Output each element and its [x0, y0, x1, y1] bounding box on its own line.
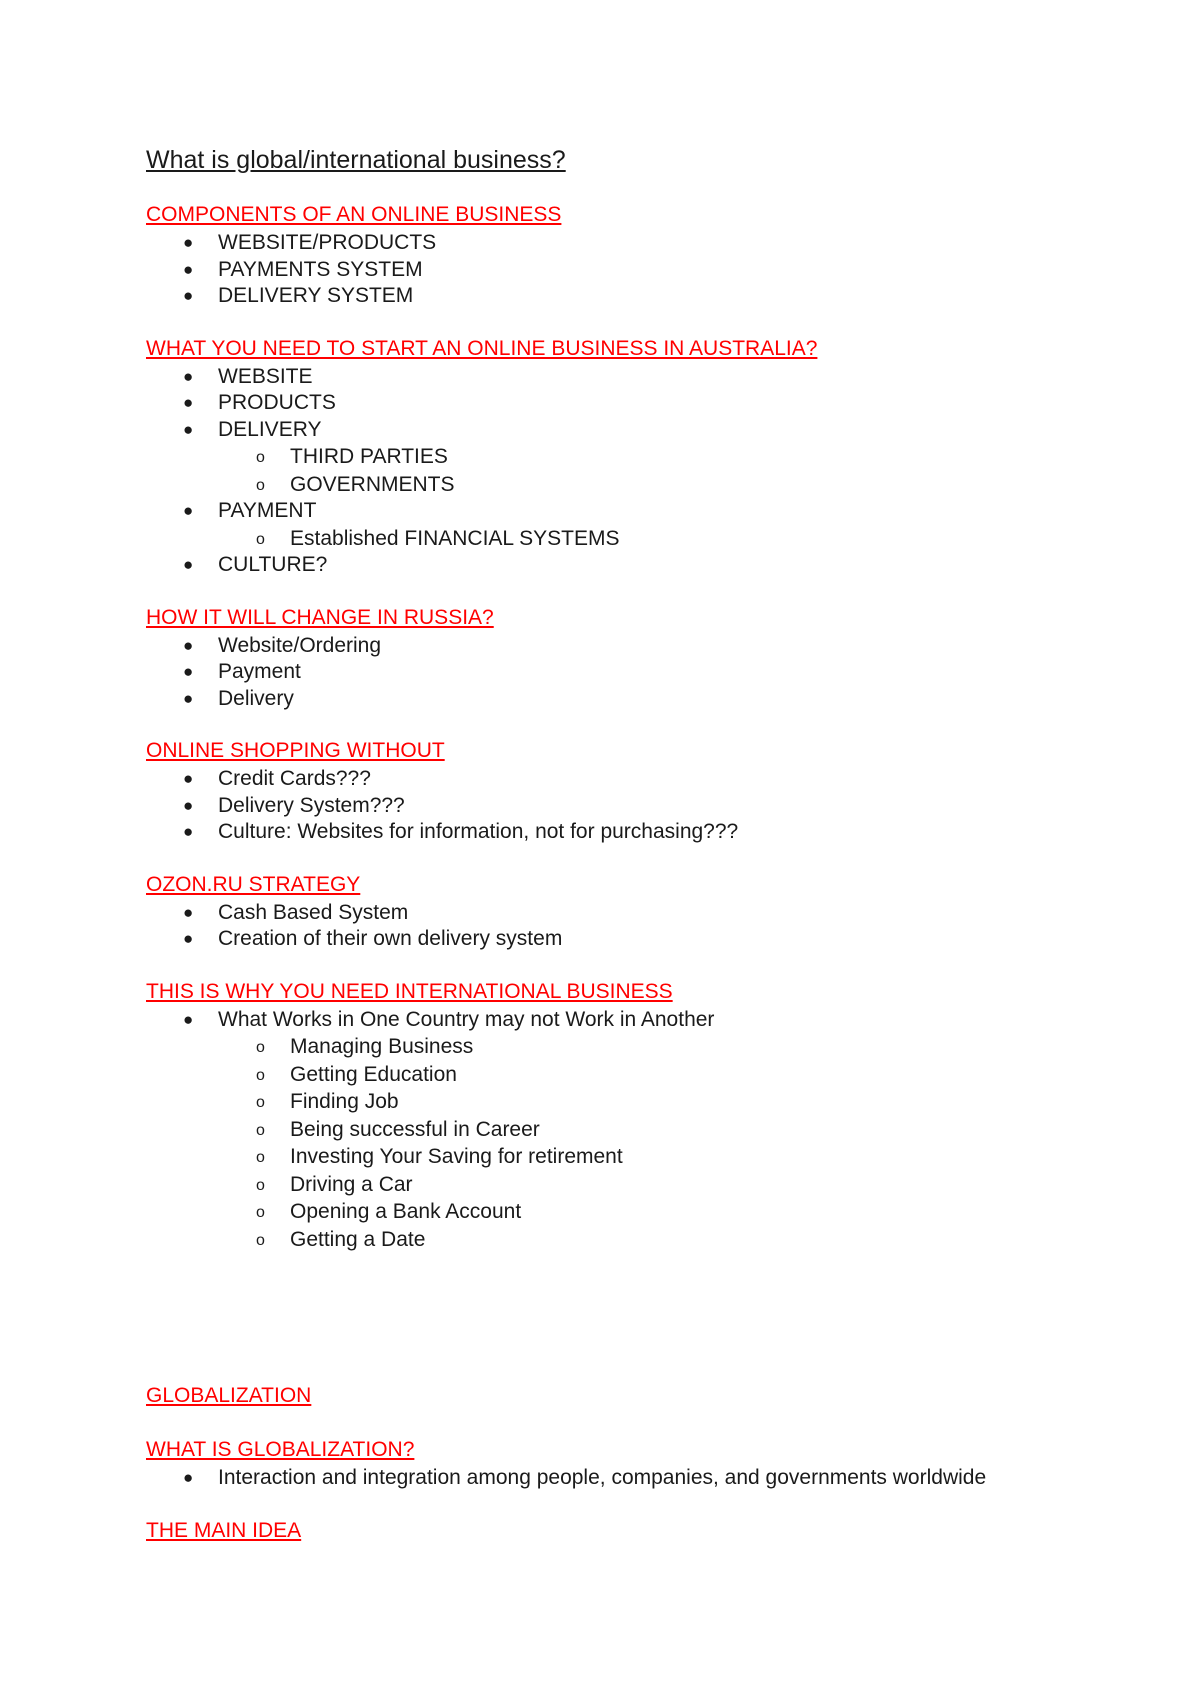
- sub-list-item: [218, 1088, 1200, 1116]
- document-title: What is global/international business?: [146, 146, 566, 174]
- section-heading: HOW IT WILL CHANGE IN RUSSIA?: [146, 605, 494, 629]
- list-item-text: DELIVERY SYSTEM: [218, 284, 414, 307]
- list-item-text: Interaction and integration among people, companies, and governments worldwide: [218, 1466, 987, 1489]
- list-item: [146, 900, 1200, 927]
- section: [146, 603, 1200, 713]
- section: [146, 1381, 1200, 1411]
- sub-list-item: [218, 471, 1200, 499]
- list-item: [146, 417, 1200, 499]
- sub-list: [218, 1033, 1200, 1253]
- sub-list-item-text: Getting a Date: [290, 1227, 426, 1251]
- bullet-list: [146, 1007, 1200, 1254]
- sub-list-item-text: Investing Your Saving for retirement: [290, 1145, 623, 1168]
- section-heading: GLOBALIZATION: [146, 1384, 312, 1407]
- sub-list-item: [218, 443, 1200, 471]
- sub-list-item-text: Finding Job: [290, 1090, 399, 1113]
- section-heading: COMPONENTS OF AN ONLINE BUSINESS: [146, 203, 562, 226]
- page-gap: [146, 1277, 1200, 1381]
- bullet-list: [146, 1465, 1200, 1492]
- list-item-text: Website/Ordering: [218, 633, 382, 657]
- circle-bullet-icon: o: [256, 476, 265, 494]
- bullet-icon: ●: [183, 1009, 194, 1029]
- sub-list: [218, 443, 1200, 498]
- list-item: [146, 498, 1200, 552]
- sub-list-item-text: Getting Education: [290, 1062, 457, 1086]
- sub-list-item: [218, 1226, 1200, 1254]
- bullet-list: [146, 230, 1200, 310]
- section: [146, 334, 1200, 579]
- list-item-text: Creation of their own delivery system: [218, 927, 563, 950]
- list-item: [146, 364, 1200, 391]
- list-item: [146, 686, 1200, 713]
- list-item-text: WEBSITE/PRODUCTS: [218, 231, 437, 254]
- sub-list: [218, 525, 1200, 553]
- list-item-text: CULTURE?: [218, 553, 328, 576]
- bullet-list: [146, 633, 1200, 713]
- circle-bullet-icon: o: [256, 449, 265, 466]
- bullet-icon: ●: [183, 393, 194, 412]
- sub-list-item-text: Driving a Car: [290, 1172, 413, 1196]
- circle-bullet-icon: o: [256, 530, 265, 548]
- list-item: [146, 390, 1200, 417]
- list-item: [146, 257, 1200, 284]
- circle-bullet-icon: o: [256, 1231, 265, 1249]
- section: [146, 870, 1200, 953]
- sub-list-item-text: Opening a Bank Account: [290, 1200, 522, 1223]
- sub-list-item-text: Established FINANCIAL SYSTEMS: [290, 526, 620, 550]
- section: [146, 200, 1200, 310]
- bullet-icon: ●: [183, 501, 194, 520]
- list-item: [146, 633, 1200, 660]
- list-item: [146, 926, 1200, 953]
- list-item-text: PRODUCTS: [218, 391, 336, 414]
- bullet-icon: ●: [183, 769, 194, 788]
- list-item-text: Culture: Websites for information, not for purchasing???: [218, 820, 739, 843]
- bullet-icon: ●: [183, 662, 194, 681]
- bullet-icon: ●: [183, 902, 194, 922]
- bullet-icon: ●: [183, 286, 194, 305]
- sections-group-1: [146, 200, 1200, 1253]
- section-heading: THE MAIN IDEA: [146, 1518, 302, 1542]
- list-item-text: PAYMENTS SYSTEM: [218, 257, 423, 281]
- list-item: [146, 1007, 1200, 1254]
- bullet-icon: ●: [183, 259, 194, 279]
- section: [146, 1435, 1200, 1492]
- section-heading: WHAT IS GLOBALIZATION?: [146, 1438, 415, 1461]
- bullet-icon: ●: [183, 1468, 194, 1487]
- list-item: [146, 283, 1200, 310]
- list-item-text: Cash Based System: [218, 900, 409, 924]
- section: [146, 736, 1200, 846]
- list-item: [146, 552, 1200, 579]
- sub-list-item: [218, 1116, 1200, 1144]
- bullet-icon: ●: [183, 233, 194, 252]
- bullet-icon: ●: [183, 419, 194, 439]
- bullet-icon: ●: [183, 688, 194, 708]
- sections-group-2: [146, 1381, 1200, 1546]
- sub-list-item: [218, 1061, 1200, 1089]
- sub-list-item-text: Managing Business: [290, 1035, 474, 1058]
- circle-bullet-icon: o: [256, 1039, 265, 1056]
- section: [146, 1516, 1200, 1546]
- section-heading: ONLINE SHOPPING WITHOUT: [146, 739, 445, 762]
- section-heading: THIS IS WHY YOU NEED INTERNATIONAL BUSINESS: [146, 979, 673, 1003]
- bullet-list: [146, 900, 1200, 953]
- sub-list-item: [218, 1033, 1200, 1061]
- circle-bullet-icon: o: [256, 1121, 265, 1139]
- bullet-list: [146, 766, 1200, 846]
- circle-bullet-icon: o: [256, 1176, 265, 1194]
- bullet-list: [146, 364, 1200, 579]
- list-item: [146, 819, 1200, 846]
- list-item-text: PAYMENT: [218, 499, 317, 522]
- circle-bullet-icon: o: [256, 1204, 265, 1221]
- bullet-icon: ●: [183, 635, 194, 655]
- bullet-icon: ●: [183, 822, 194, 841]
- sub-list-item: [218, 525, 1200, 553]
- list-item-text: Delivery: [218, 686, 294, 710]
- list-item: [146, 230, 1200, 257]
- list-item-text: WEBSITE: [218, 364, 313, 388]
- sub-list-item: [218, 1198, 1200, 1226]
- section-heading: OZON.RU STRATEGY: [146, 872, 361, 896]
- list-item-text: Payment: [218, 660, 301, 683]
- sub-list-item-text: Being successful in Career: [290, 1117, 540, 1141]
- bullet-icon: ●: [183, 929, 194, 948]
- list-item: [146, 766, 1200, 793]
- sub-list-item: [218, 1143, 1200, 1171]
- sub-list-item-text: GOVERNMENTS: [290, 472, 455, 496]
- sub-list-item-text: THIRD PARTIES: [290, 445, 448, 468]
- bullet-icon: ●: [183, 555, 194, 574]
- list-item-text: DELIVERY: [218, 417, 322, 441]
- circle-bullet-icon: o: [256, 1149, 265, 1166]
- list-item: [146, 1465, 1200, 1492]
- circle-bullet-icon: o: [256, 1066, 265, 1084]
- list-item-text: Credit Cards???: [218, 767, 371, 790]
- circle-bullet-icon: o: [256, 1094, 265, 1111]
- bullet-icon: ●: [183, 366, 194, 386]
- list-item-text: Delivery System???: [218, 793, 405, 817]
- list-item-text: What Works in One Country may not Work in Another: [218, 1007, 715, 1031]
- section: [146, 977, 1200, 1254]
- bullet-icon: ●: [183, 795, 194, 815]
- list-item: [146, 793, 1200, 820]
- list-item: [146, 659, 1200, 686]
- section-heading: WHAT YOU NEED TO START AN ONLINE BUSINESS IN AUSTRALIA?: [146, 336, 818, 360]
- sub-list-item: [218, 1171, 1200, 1199]
